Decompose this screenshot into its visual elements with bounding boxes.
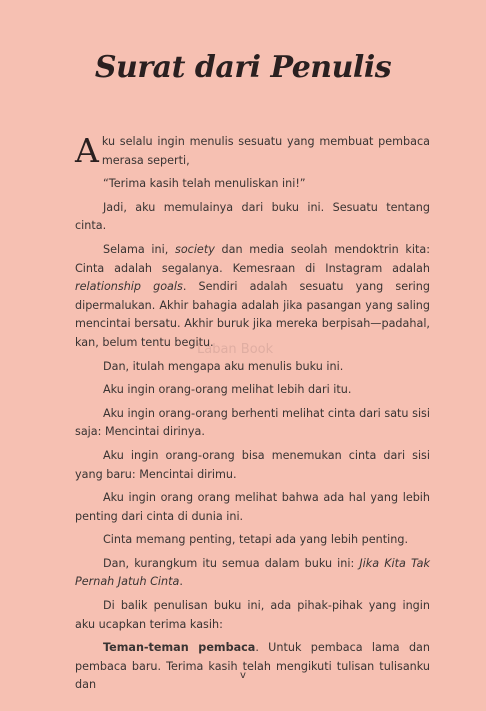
relationship-goals-term: relationship goals — [75, 280, 183, 294]
paragraph-11-part-a: Dan, kurangkum itu semua dalam buku ini: — [103, 556, 360, 570]
paragraph-4 — [75, 241, 430, 353]
paragraph-8: Aku ingin orang-orang bisa menemukan cinta dari sisi yang baru: Mencintai dirimu. — [75, 448, 430, 481]
page-title: Surat dari Penulis — [94, 50, 392, 85]
paragraph-12: Di balik penulisan buku ini, ada pihak-pihak yang ingin aku ucapkan terima kasih: — [75, 599, 430, 631]
paragraph-intro — [75, 133, 430, 170]
watermark: Laban Book — [197, 342, 274, 357]
paragraph-11-part-b: . — [179, 575, 183, 589]
page-number: v — [240, 670, 246, 681]
paragraph-6: Aku ingin orang-orang melihat lebih dari itu. — [103, 383, 352, 397]
drop-cap: A — [75, 131, 99, 170]
paragraph-7: Aku ingin orang-orang berhenti melihat cinta dari satu sisi saja: Mencintai dirinya. — [75, 406, 430, 439]
society-term: society — [175, 242, 215, 256]
book-title: Jika Kita Tak Pernah Jatuh Cinta — [75, 556, 430, 589]
paragraph-4-part-b: dan media seolah mendoktrin kita: Cinta adalah segalanya. Kemesraan di Instagram adalah — [75, 242, 430, 275]
paragraph-quote: “Terima kasih telah menuliskan ini!” — [103, 177, 306, 191]
paragraph-5: Dan, itulah mengapa aku menulis buku ini. — [103, 359, 344, 373]
paragraph-intro-text: ku selalu ingin menulis sesuatu yang membuat pembaca merasa seperti, — [101, 135, 430, 167]
paragraph-3: Jadi, aku memulainya dari buku ini. Sesuatu tentang cinta. — [75, 200, 430, 233]
paragraph-9: Aku ingin orang orang melihat bahwa ada hal yang lebih penting dari cinta di dunia ini. — [75, 491, 430, 523]
paragraph-11 — [75, 555, 430, 592]
paragraph-4-part-a: Selama ini, — [103, 242, 175, 256]
paragraph-4-part-c: . Sendiri adalah sesuatu yang sering dipermalukan. Akhir bahagia adalah jika pasangan yang saling mencintai bersatu. Akhir buruk jika mereka berpisah—padahal, kan, belum tentu begitu. — [75, 280, 430, 349]
paragraph-13 — [75, 639, 430, 695]
paragraph-10: Cinta memang penting, tetapi ada yang lebih penting. — [103, 533, 409, 547]
letter-body — [75, 133, 430, 700]
paragraph-13-text: . Untuk pembaca lama dan pembaca baru. Terima kasih telah mengikuti tulisan tulisanku dan — [75, 641, 430, 692]
readers-heading: Teman-teman pembaca — [103, 641, 256, 655]
